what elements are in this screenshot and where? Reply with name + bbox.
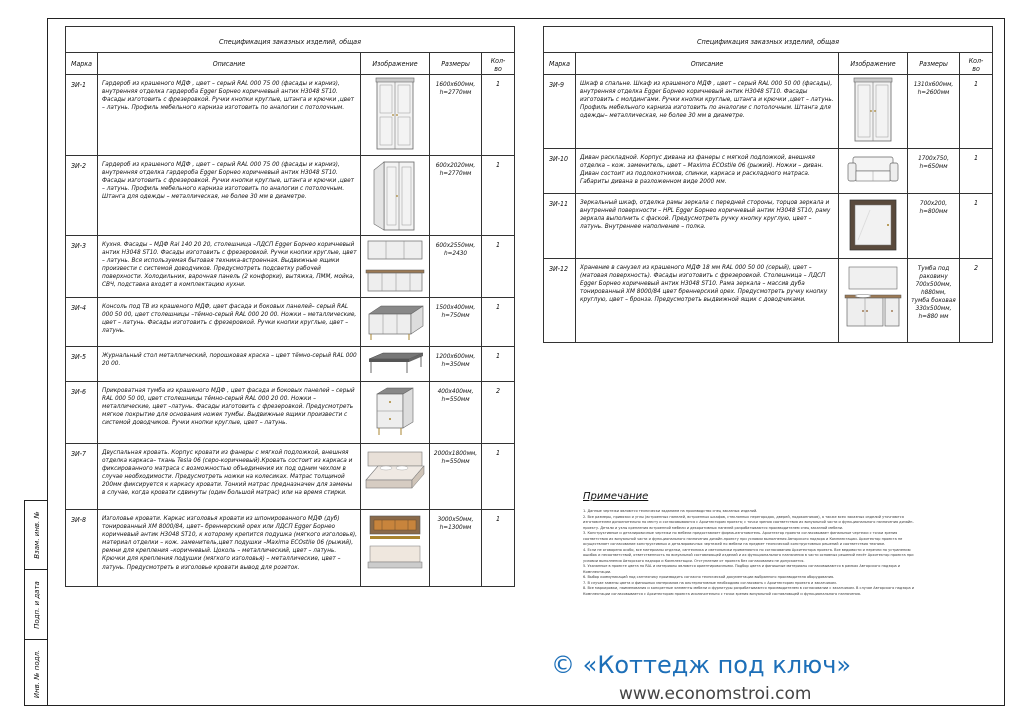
note-item: 1. Данные чертежи являются технически заданием на производство спец заказных изделий. bbox=[583, 509, 758, 513]
row-size: 400x400мм, h=550мм bbox=[430, 382, 482, 444]
table-row bbox=[66, 298, 515, 347]
row-qty: 1 bbox=[960, 75, 993, 149]
row-size: 600x2020мм, h=2770мм bbox=[430, 156, 482, 236]
row-size: 700x200, h=800мм bbox=[908, 194, 960, 259]
table-row bbox=[66, 444, 515, 510]
wardrobe-icon bbox=[361, 156, 430, 236]
row-mark: ЗИ-5 bbox=[66, 347, 98, 382]
row-size: 1500x400мм, h=750мм bbox=[430, 298, 482, 347]
note-item: 4. Если не оговорено особо, все материалы отделки, сантехника и светильники применяются по согласованию Архитектора проекта. Все ведомости и перечни по устранению ошибок и несоответствий, ответственность по визуальной составляющей изделий и их функционального назначения в части основных решений несёт Архитектор проекта при условии выполнения Авторского надзора и Комплектации. Отступление от проекта без согласования не допускается. bbox=[583, 547, 914, 563]
stamp-cell-sign bbox=[25, 569, 48, 639]
stamp-cell-replace bbox=[25, 501, 48, 569]
stamp-label: Взам. инв. № bbox=[32, 511, 41, 559]
row-qty: 2 bbox=[960, 259, 993, 343]
row-desc: Консоль под ТВ из крашеного МДФ, цвет фасада и боковых панелей– серый RAL 000 50 00, цвет столешницы –тёмно-серый RAL 000 20 00. Ножки – металлические, цвет – латунь. Фасады изготовить с фрезеровкой. Ручки кнопки круглые, цвет – латунь. bbox=[98, 298, 361, 347]
row-desc: Изголовье кровати. Каркас изголовья кровати из шпонированного МДФ (дуб) тонированный XM 8000/84, цвет– бреннерский орех или ЛДСП Egger Борнео коричневый антик H3048 ST10, к которому крепится подушка (мягкого изголовья), материал отделки – кож. заменитель,цвет подушки –Maxima ECOstile 06 (рыжий), ремни для крепления –коричневый. Цоколь – металлический, цвет – латунь. Крючки для крепления подушки (мягкого изголовья) – металлические, цвет – латунь. Предусмотреть в изголовье кровати вывод для розеток. bbox=[98, 510, 361, 587]
row-desc: Зеркальный шкаф, отделка рамы зеркала с передней стороны, торцов зеркала и внутренней поверхности – HPL Egger Борнео коричневый антик H3048 ST10, раму зеркала выполнить с фаской. Предусмотреть ручку кнопку круглую, цвет – латунь. Внутреннее наполнение – полка. bbox=[576, 194, 839, 259]
table-title: Спецификация заказных изделий, общая bbox=[544, 27, 993, 53]
header-image: Изображение bbox=[361, 53, 430, 75]
table-row bbox=[544, 75, 993, 149]
right-spec-table bbox=[543, 26, 993, 343]
table-row bbox=[66, 347, 515, 382]
row-qty: 1 bbox=[482, 444, 515, 510]
nightstand-icon bbox=[361, 382, 430, 444]
notes-title: Примечание bbox=[583, 491, 649, 502]
row-mark: ЗИ-10 bbox=[544, 149, 576, 194]
stamp-label: Инв. № подл. bbox=[32, 649, 41, 698]
note-item: 7. В случае замены цвета и финишных материалов на альтернативные необходимо согласовать с Архитектором проекта и заказчиком. bbox=[583, 580, 837, 585]
table-row bbox=[544, 259, 993, 343]
stamp-strip bbox=[24, 500, 47, 706]
mirror-cabinet-icon bbox=[839, 194, 908, 259]
header-size: Размеры bbox=[908, 53, 960, 75]
row-size: 1700x750, h=650мм bbox=[908, 149, 960, 194]
kitchen-icon bbox=[361, 236, 430, 298]
brand-watermark: © «Коттедж под ключ» bbox=[551, 651, 852, 679]
table-row bbox=[66, 382, 515, 444]
row-qty: 1 bbox=[482, 347, 515, 382]
notes-body bbox=[583, 509, 921, 597]
row-desc: Гардероб из крашеного МДФ , цвет – серый RAL 000 75 00 (фасады и карниз), внутренняя отделка гардероба Egger Борнео коричневый антик H3048 ST10. Фасады изготовить с фрезеровкой. Ручки кнопки круглые, штанга и крючки ,цвет – латунь. Профиль мебельного карниза изготовить по аналогии с потолочным. bbox=[98, 75, 361, 156]
header-desc: Описание bbox=[98, 53, 361, 75]
row-size: 1200x600мм, h=350мм bbox=[430, 347, 482, 382]
note-item: 8. Все маркировки, наименования и конкретные элементы мебели и фурнитуры разрабатываются производителем в согласовании с заказчиком. В случае Авторского надзора и Комплектации согласовывается с Архитектором проекта исключительно с точки зрения визуальной составляющей и функционального назначения. bbox=[583, 586, 914, 596]
note-item: 5. Указанные в проекте цвета по RAL и материалы являются ориентировочными. Подбор цвета и финишные материалы согласовываются в рамках Авторского надзора и Комплектации. bbox=[583, 564, 901, 574]
bed-icon bbox=[361, 444, 430, 510]
row-mark: ЗИ-7 bbox=[66, 444, 98, 510]
row-desc: Гардероб из крашеного МДФ , цвет – серый RAL 000 75 00 (фасады и карниз), внутренняя отделка гардероба Egger Борнео коричневый антик H3048 ST10. Фасады изготовить с фрезеровкой. Ручки кнопки круглые, штанга и крючки ,цвет – латунь. Профиль мебельного карниза изготовить по аналогии с потолочным. Штанга для одежды – металлическая, не более 30 мм в диаметре. bbox=[98, 156, 361, 236]
site-url: www.economstroi.com bbox=[619, 684, 812, 704]
header-mark: Марка bbox=[66, 53, 98, 75]
row-mark: ЗИ-1 bbox=[66, 75, 98, 156]
table-row bbox=[544, 194, 993, 259]
table-row bbox=[66, 75, 515, 156]
header-qty: Кол- во bbox=[482, 53, 515, 75]
row-desc: Шкаф в спальне. Шкаф из крашеного МДФ , цвет – серый RAL 000 50 00 (фасады), внутренняя отделка Egger Борнео коричневый антик H3048 ST10. Фасады изготовить с молдингами. Ручки кнопки круглые, штанга и крючки ,цвет – латунь. Профиль мебельного карниза изготовить по аналогии с потолочным. Штанга для одежды– металлическая, не более 30 мм в диаметре. bbox=[576, 75, 839, 149]
note-item: 6. Выбор коммуникаций под сантехнику производить согласно технической документации выбранного производителя оборудования. bbox=[583, 575, 835, 579]
row-mark: ЗИ-8 bbox=[66, 510, 98, 587]
row-qty: 1 bbox=[482, 510, 515, 587]
row-size: 1600x600мм, h=2770мм bbox=[430, 75, 482, 156]
row-size: Тумба под раковину 700x500мм, h880мм, тумба боковая 330x500мм, h=880 мм bbox=[908, 259, 960, 343]
coffee-table-icon bbox=[361, 347, 430, 382]
bathroom-vanity-icon bbox=[839, 259, 908, 343]
headboard-icon bbox=[361, 510, 430, 587]
row-mark: ЗИ-12 bbox=[544, 259, 576, 343]
note-item: 3. Конструктивные и деталировочные чертежи по мебели предоставляет фирма-изготовитель. Архитектор проекта согласовывает финальные чертежи с точки зрения соответствия их визуальной части и функционального назначения дизайн-проекту при условии выполнения Авторского надзора и Комплектации. Архитектор проекта не осуществляет согласование конструктивных и деталировочных чертежей по мебели на предмет технической конструктивных решений и соответствия технике. bbox=[583, 531, 903, 546]
row-desc: Двуспальная кровать. Корпус кровати из фанеры с мягкой подложкой, внешняя отделка каркаса– ткань Tesla 06 (серо-коричневый).Кровать состоит из каркаса и фиксированного матраса с возможностью объединения их под одним чехлом в случае необходимости. Предусмотреть ножки на колесиках. Матрас толщиной 200мм фиксируется к каркасу кровати. Тонкий матрас предназначен для замены в случае, когда кровати сдвинуты (один большой матрас) или на время стирки. bbox=[98, 444, 361, 510]
row-desc: Диван раскладной. Корпус дивана из фанеры с мягкой подложкой, внешняя отделка – кож. заменитель, цвет – Maxima ECOstile 06 (рыжий). Ножки – диван. Диван состоит из подлокотников, спинки, каркаса и раскладного матраса. Габариты дивана в разложенном виде 2000 мм. bbox=[576, 149, 839, 194]
row-mark: ЗИ-6 bbox=[66, 382, 98, 444]
header-qty: Кол- во bbox=[960, 53, 993, 75]
row-size: 2000x1800мм, h=550мм bbox=[430, 444, 482, 510]
row-mark: ЗИ-3 bbox=[66, 236, 98, 298]
table-title: Спецификация заказных изделий, общая bbox=[66, 27, 515, 53]
note-item: 2. Все размеры, привязки и углы (встроенных панелей, встроенных шкафов, стеклянных перегородок, дверей, подоконников), а также всех заказных изделий уточняются изготовителем дополнительно по месту и согласовываются с Архитектором проекта; с точки зрения соответствия их визуальной части и функционального назначения дизайн-проекту. Детали и узлы крепления встроенной мебели и декоративных панелей разрабатываются производителем спец заказной мебели. bbox=[583, 514, 914, 530]
row-mark: ЗИ-4 bbox=[66, 298, 98, 347]
row-qty: 2 bbox=[482, 382, 515, 444]
header-mark: Марка bbox=[544, 53, 576, 75]
row-qty: 1 bbox=[482, 75, 515, 156]
row-mark: ЗИ-11 bbox=[544, 194, 576, 259]
header-desc: Описание bbox=[576, 53, 839, 75]
left-spec-table bbox=[65, 26, 515, 587]
row-mark: ЗИ-2 bbox=[66, 156, 98, 236]
row-size: 1310x600мм, h=2600мм bbox=[908, 75, 960, 149]
stamp-label: Подп. и дата bbox=[32, 580, 41, 629]
wardrobe-icon bbox=[839, 75, 908, 149]
tv-console-icon bbox=[361, 298, 430, 347]
row-desc: Кухня. Фасады – МДФ Ral 140 20 20, столешница –ЛДСП Egger Борнео коричневый антик H3048 ST10. Фасады изготовить с фрезеровкой. Ручки кнопки круглые, цвет – латунь. Вся используемая бытовая техника-встроенная. Выдвижные ящики произвести с системой доводчиков. Предусмотреть подсветку рабочей поверхности. Холодильник, варочная панель (2 конфорки), вытяжка, ПММ, мойка, СВЧ, подставка входят в комплектацию кухни. bbox=[98, 236, 361, 298]
row-size: 600x2550мм, h=2430 bbox=[430, 236, 482, 298]
row-desc: Прикроватная тумба из крашеного МДФ , цвет фасада и боковых панелей – серый RAL 000 50 00, цвет столешницы тёмно-серый RAL 000 20 00. Ножки – металлические, цвет –латунь. Фасады изготовить с фрезеровкой. Предусмотреть мягкое покрытие для основания ножек тумбы. Выдвижные ящики произвести с системой доводчиков. Ручки кнопки круглые, цвет – латунь. bbox=[98, 382, 361, 444]
row-desc: Хранение в санузел из крашеного МДФ 18 мм RAL 000 50 00 (серый), цвет – (матовая поверхность). Фасады изготовить с фрезеровкой. Столешница – ЛДСП Egger Борнео коричневый антик H3048 ST10. Рама зеркала – массив дуба тонированный XM 8000/84 цвет бреннерский орех. Предусмотреть ручку кнопку круглую, цвет – бронза. Предусмотреть выдвижной ящик с доводчиками. bbox=[576, 259, 839, 343]
row-qty: 1 bbox=[960, 149, 993, 194]
row-desc: Журнальный стол металлический, порошковая краска – цвет тёмно-серый RAL 000 20 00. bbox=[98, 347, 361, 382]
table-row bbox=[66, 156, 515, 236]
table-row bbox=[66, 236, 515, 298]
row-qty: 1 bbox=[482, 156, 515, 236]
table-row bbox=[544, 149, 993, 194]
row-size: 3000x50мм, h=1300мм bbox=[430, 510, 482, 587]
row-mark: ЗИ-9 bbox=[544, 75, 576, 149]
row-qty: 1 bbox=[482, 298, 515, 347]
row-qty: 1 bbox=[482, 236, 515, 298]
header-size: Размеры bbox=[430, 53, 482, 75]
stamp-cell-inv bbox=[25, 639, 48, 707]
sofa-icon bbox=[839, 149, 908, 194]
row-qty: 1 bbox=[960, 194, 993, 259]
table-row bbox=[66, 510, 515, 587]
header-image: Изображение bbox=[839, 53, 908, 75]
wardrobe-icon bbox=[361, 75, 430, 156]
